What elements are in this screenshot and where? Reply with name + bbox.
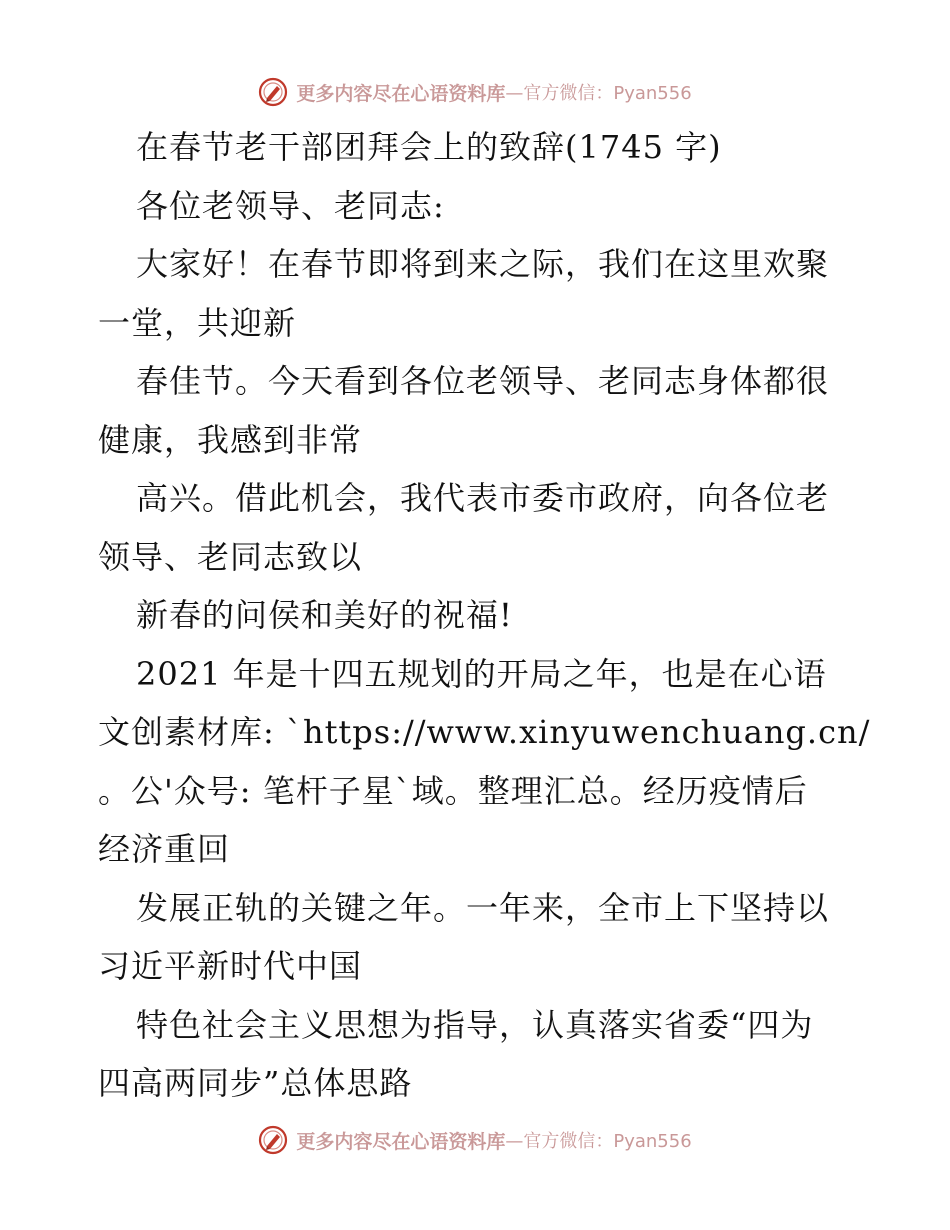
header-banner: [0, 72, 950, 112]
document-title: 在春节老干部团拜会上的致辞(1745 字): [136, 128, 722, 166]
pen-logo-icon: [258, 1125, 288, 1155]
banner-text: 更多内容尽在心语资料库: [296, 1130, 506, 1153]
paragraph-line: 发展正轨的关键之年。一年来，全市上下坚持以: [136, 888, 830, 927]
paragraph-line: 四高两同步”总体思路: [98, 1064, 413, 1102]
paragraph-line: 高兴。借此机会，我代表市委市政府，向各位老: [136, 479, 830, 517]
paragraph-line: 习近平新时代中国: [98, 947, 363, 985]
paragraph-line: 经济重回: [98, 830, 231, 868]
paragraph-line: 2021 年是十四五规划的开局之年，也是在心语: [136, 654, 827, 693]
salutation: 各位老领导、老同志:: [136, 186, 445, 225]
paragraph-line: 文创素材库: `https://www.xinyuwenchuang.cn/: [98, 713, 871, 751]
paragraph-line: 一堂，共迎新: [98, 303, 297, 342]
paragraph-line: 。公'众号: 笔杆子星`域。整理汇总。经历疫情后: [98, 771, 808, 810]
document-body: [98, 118, 871, 1113]
paragraph-line: 特色社会主义思想为指导，认真落实省委“四为: [136, 1005, 814, 1044]
banner-text: 更多内容尽在心语资料库: [296, 82, 506, 105]
paragraph-line: 领导、老同志致以: [98, 537, 363, 576]
paragraph-line: 健康，我感到非常: [98, 420, 363, 459]
paragraph-line: 新春的问侯和美好的祝福!: [136, 596, 513, 634]
footer-banner: [0, 1120, 950, 1160]
paragraph-line: 春佳节。今天看到各位老领导、老同志身体都很: [136, 362, 830, 400]
paragraph-line: 大家好！在春节即将到来之际，我们在这里欢聚: [136, 245, 830, 283]
banner-wechat: —官方微信：Pyan556: [505, 1131, 692, 1152]
banner-wechat: —官方微信：Pyan556: [505, 83, 692, 104]
pen-logo-icon: [258, 77, 288, 107]
